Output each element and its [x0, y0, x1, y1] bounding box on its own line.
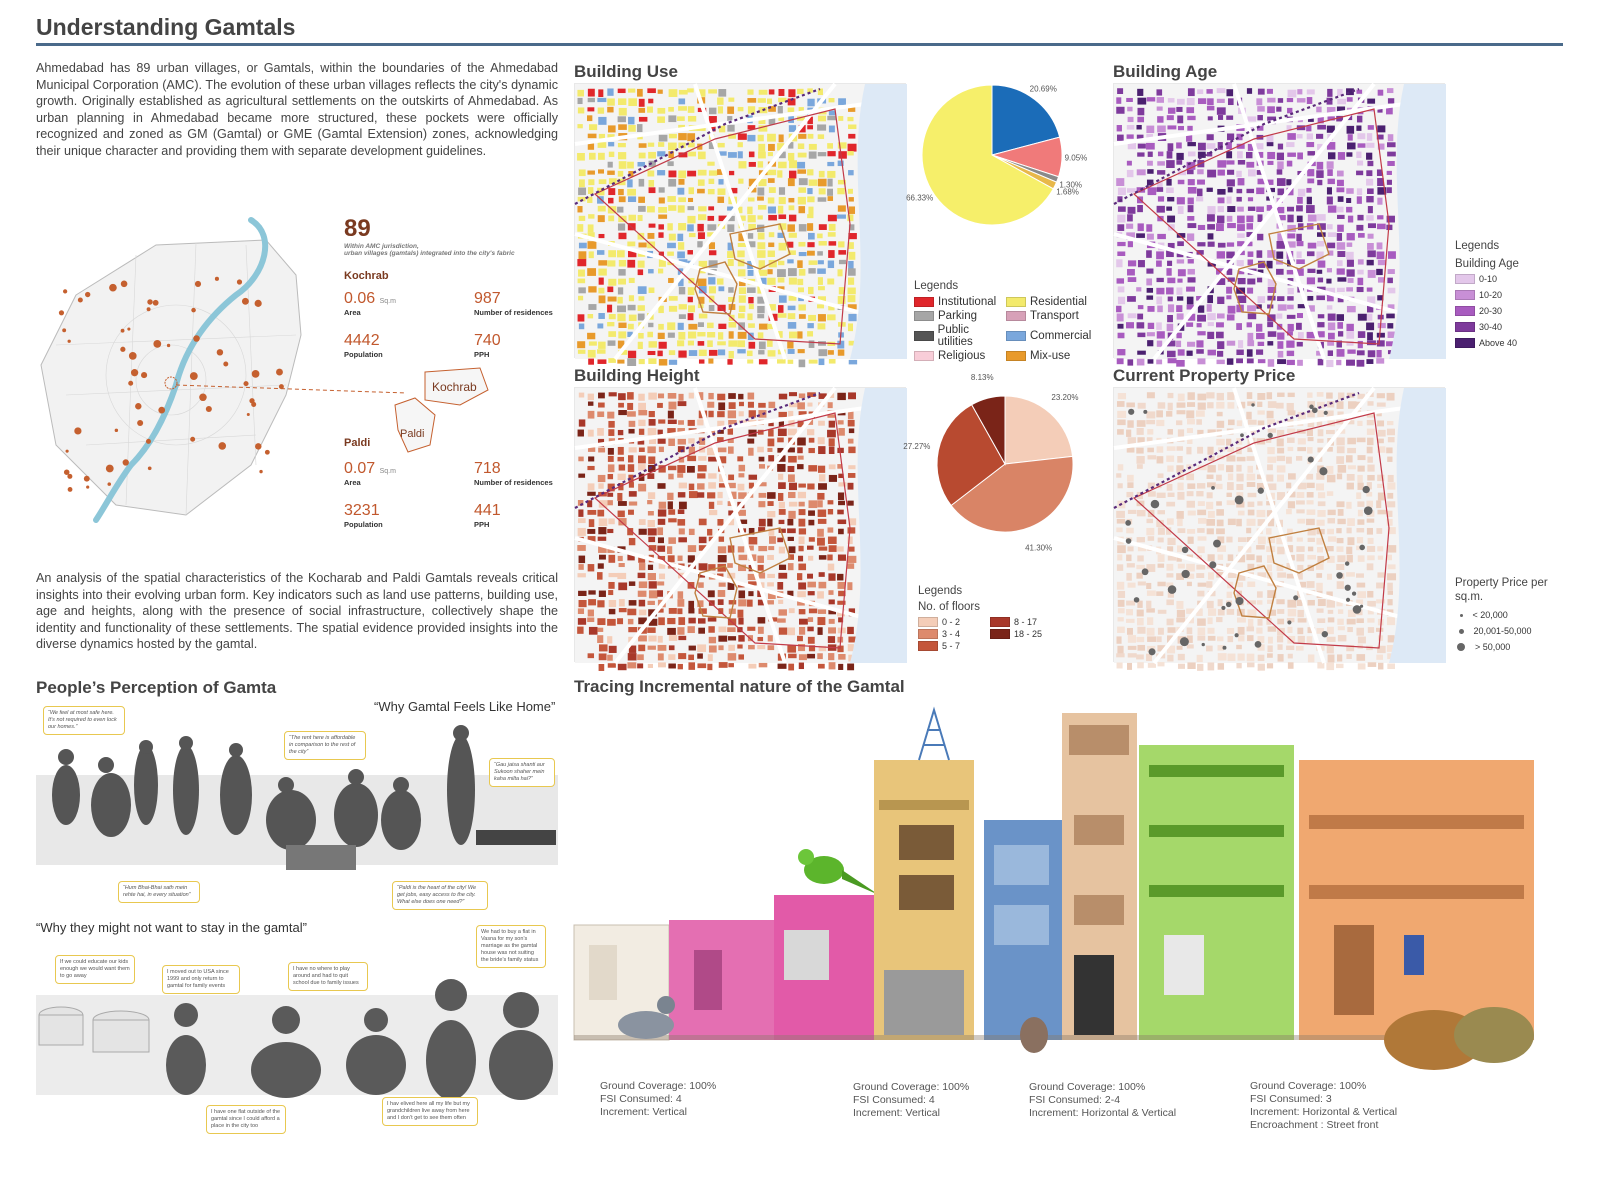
legend-label: Residential — [1030, 296, 1087, 308]
building-height-pie-svg — [903, 372, 1110, 553]
property-price-heading: Current Property Price — [1113, 366, 1296, 385]
price-dot — [1213, 540, 1221, 548]
quote-home-2: “The rent here is affordable in comparison to the rest of the city” — [284, 731, 366, 760]
building-height-legend — [918, 585, 1078, 651]
gamtal-zoom — [390, 360, 500, 460]
cat-icon — [1020, 1017, 1048, 1053]
paldi-title: Paldi — [344, 437, 371, 449]
gamtal-dot — [120, 347, 125, 352]
price-dot — [1345, 561, 1349, 565]
price-dot — [1134, 597, 1140, 603]
gamtal-dot — [128, 381, 133, 386]
legend-label: Above 40 — [1479, 338, 1518, 348]
property-price-legend — [1455, 576, 1550, 658]
price-dot — [1293, 595, 1298, 600]
price-dot — [1235, 597, 1243, 605]
price-dot — [1223, 646, 1227, 650]
price-dot — [1251, 403, 1254, 406]
gamtal-dot — [64, 469, 70, 475]
legend-label: Religious — [938, 350, 986, 362]
price-dot — [1149, 648, 1156, 655]
legend-swatch — [1455, 290, 1475, 300]
property-price-map — [1113, 387, 1445, 662]
legend-label: > 50,000 — [1475, 642, 1511, 652]
legend-item — [918, 617, 990, 627]
legend-label: 18 - 25 — [1014, 629, 1043, 639]
building-use-pie-svg — [906, 80, 1120, 240]
legend-swatch — [1460, 614, 1463, 617]
price-dot — [1128, 409, 1134, 415]
legend-item — [1455, 322, 1575, 332]
legend-item — [1006, 350, 1098, 362]
legend-item — [918, 641, 990, 651]
price-dot — [1143, 410, 1147, 414]
legend-swatch — [1006, 297, 1026, 307]
legend-swatch — [1455, 338, 1475, 348]
legend-label: 20-30 — [1479, 306, 1503, 316]
building-height-map-svg — [575, 388, 907, 663]
stats-block — [344, 215, 559, 257]
pie-label: 9.05% — [1064, 153, 1088, 163]
paldi-area: 0.07 Sq.m Area — [344, 460, 396, 487]
gamtal-dot — [148, 466, 152, 470]
legend-item — [1455, 290, 1575, 300]
legend-label: 0-10 — [1479, 274, 1498, 284]
gamtal-dot — [252, 370, 260, 378]
legend-title: Legends — [914, 280, 959, 292]
gamtal-dot — [190, 437, 195, 442]
perception-heading: People’s Perception of Gamta — [36, 678, 277, 697]
kochrab-area: 0.06 Sq.m Area — [344, 290, 396, 317]
gamtal-dot — [109, 284, 117, 292]
price-dot — [1359, 545, 1365, 551]
street-collage — [574, 705, 1534, 1070]
building-height-pie — [903, 372, 1110, 553]
gamtal-dot — [121, 281, 128, 288]
legend-label: 5 - 7 — [942, 641, 961, 651]
price-dot — [1255, 641, 1262, 648]
gamtal-dot — [243, 381, 248, 386]
price-dot — [1258, 488, 1264, 494]
gamtal-dot — [167, 344, 170, 347]
caption-1: Ground Coverage: 100% FSI Consumed: 4 Increment: Vertical — [600, 1080, 717, 1118]
gamtal-dot — [146, 439, 151, 444]
legend-swatch — [990, 629, 1010, 639]
gamtal-dot — [68, 340, 71, 343]
pie-label: 27.27% — [903, 441, 931, 451]
price-dot — [1180, 637, 1189, 646]
legend-label: Transport — [1030, 310, 1079, 322]
gamtal-dot — [85, 292, 90, 297]
gamtal-dot — [193, 335, 200, 342]
price-dot — [1352, 591, 1356, 595]
pie-label: 23.20% — [1051, 392, 1079, 402]
price-dot — [1211, 486, 1215, 490]
price-dot — [1235, 633, 1239, 637]
pie-label: 41.30% — [1025, 543, 1053, 553]
gamtal-dot — [195, 281, 201, 287]
legend-title: Legends — [1455, 240, 1500, 252]
gamtal-dot — [68, 487, 73, 492]
gamtal-dot — [255, 300, 262, 307]
legend-swatch — [914, 351, 934, 361]
legend-label: Commercial — [1030, 330, 1092, 342]
kochrab-title: Kochrab — [344, 270, 389, 282]
price-dot — [1226, 602, 1231, 607]
gamtal-dot — [141, 372, 147, 378]
gamtal-dot — [147, 299, 152, 304]
gamtal-dot — [158, 407, 165, 414]
gamtal-dot — [106, 465, 114, 473]
price-dot — [1322, 631, 1328, 637]
gamtal-dot — [218, 442, 226, 450]
analysis-paragraph: An analysis of the spatial characteristics of the Kocharab and Paldi Gamtals reveals critical insights into their evolving urban form. Key indicators such as land use patterns, building use, age and heights, along with the presence of social infrastructure, collectively shape the identity and functionality of these settlements. The spatial evidence provided insights into the diverse dynamics hosted by the gamtal. — [36, 571, 558, 652]
legend-swatch — [918, 617, 938, 627]
gamtal-dot — [66, 450, 69, 453]
gamtal-dot — [129, 352, 137, 360]
legend-label: 8 - 17 — [1014, 617, 1038, 627]
building-use-legend — [914, 280, 1104, 362]
quote-home-5: “Paldi is the heart of the city! We get jobs, easy access to the city. What else does one need?” — [392, 881, 488, 910]
gamtal-dot — [74, 427, 81, 434]
total-desc-1: Within AMC jurisdiction, — [344, 243, 419, 250]
legend-swatch — [1459, 629, 1464, 634]
total-count: 89 — [344, 215, 371, 242]
legend-item — [914, 296, 1006, 308]
building-use-heading: Building Use — [574, 62, 678, 81]
kochrab-residences: 987 Number of residences — [474, 290, 553, 317]
legend-item — [990, 629, 1070, 639]
legend-swatch — [1455, 274, 1475, 284]
legend-item — [1455, 338, 1575, 348]
legend-swatch — [914, 331, 934, 341]
incremental-heading: Tracing Incremental nature of the Gamtal — [574, 677, 905, 696]
gamtal-dot — [206, 406, 212, 412]
gamtal-dot — [127, 327, 130, 330]
price-dot — [1221, 606, 1225, 610]
price-dot — [1287, 620, 1291, 624]
legend-swatch — [1455, 306, 1475, 316]
price-dot — [1319, 467, 1327, 475]
legend-item — [918, 629, 990, 639]
legend-subtitle: Building Age — [1455, 258, 1519, 270]
pigeon-icon — [618, 1011, 674, 1039]
legend-swatch — [918, 629, 938, 639]
gamtal-dot — [237, 279, 242, 284]
legend-item — [990, 617, 1070, 627]
price-dot — [1235, 495, 1244, 504]
pie-label: 66.33% — [906, 193, 934, 203]
price-dot — [1363, 486, 1370, 493]
legend-item — [1006, 324, 1098, 348]
legend-swatch — [1006, 311, 1026, 321]
building-use-map — [574, 83, 906, 358]
paldi-pph: 441 PPH — [474, 502, 501, 529]
gamtal-dot — [115, 429, 118, 432]
street-collage-svg — [574, 705, 1534, 1070]
pie-label: 1.30% — [1059, 180, 1083, 190]
gamtal-dot — [276, 369, 283, 376]
gamtal-dot — [153, 340, 161, 348]
gamtal-dot — [123, 459, 129, 465]
legend-item — [914, 310, 1006, 322]
kochrab-pph: 740 PPH — [474, 332, 501, 359]
kochrab-population: 4442 Population — [344, 332, 383, 359]
gamtal-dot — [78, 297, 83, 302]
legend-swatch — [914, 311, 934, 321]
legend-label: Public utilities — [937, 324, 973, 348]
gamtal-dot — [251, 402, 256, 407]
gamtal-dot — [242, 298, 249, 305]
total-desc-2: urban villages (gamtals) integrated into the city's fabric — [344, 250, 515, 257]
gamtal-dot — [137, 420, 143, 426]
page-title: Understanding Gamtals — [36, 14, 296, 40]
gamtal-dot — [135, 403, 141, 409]
building-use-pie — [906, 80, 1120, 240]
price-dot — [1336, 572, 1343, 579]
quote-stay-3: I have no where to play around and had to quit school due to family issues — [288, 962, 368, 991]
price-dot — [1308, 457, 1314, 463]
price-dot — [1151, 500, 1160, 509]
gamtal-dot — [215, 277, 219, 281]
price-dot — [1353, 605, 1362, 614]
legend-item — [1455, 306, 1575, 316]
gamtal-dot — [247, 413, 250, 416]
building-height-map — [574, 387, 906, 662]
price-dot — [1345, 585, 1351, 591]
property-price-map-svg — [1114, 388, 1446, 663]
price-dot — [1209, 561, 1216, 568]
paldi-map-label: Paldi — [400, 428, 425, 440]
legend-swatch — [914, 297, 934, 307]
quote-stay-1: If we could educate our kids enough we would want them to go away — [55, 955, 135, 984]
legend-item — [914, 350, 1006, 362]
pie-label: 8.13% — [970, 372, 994, 382]
building-age-legend — [1455, 240, 1575, 354]
title-divider — [36, 43, 1563, 46]
legend-label: 0 - 2 — [942, 617, 961, 627]
legend-swatch — [1455, 322, 1475, 332]
price-dot — [1168, 585, 1177, 594]
legend-item — [914, 324, 1006, 348]
price-dot — [1202, 643, 1205, 646]
building-use-map-svg — [575, 84, 907, 359]
gamtal-dot — [107, 482, 111, 486]
legend-label: 10-20 — [1479, 290, 1503, 300]
gamtal-dot — [86, 486, 89, 489]
legend-item — [1006, 296, 1098, 308]
gamtal-dot — [223, 362, 228, 367]
legend-swatch — [918, 641, 938, 651]
price-dot — [1309, 405, 1313, 409]
kochrab-map-label: Kochrab — [432, 380, 477, 394]
legend-swatch — [990, 617, 1010, 627]
gamtal-dot — [84, 476, 90, 482]
legend-item — [1455, 626, 1550, 636]
price-dot — [1324, 411, 1328, 415]
pie-label: 20.69% — [1029, 84, 1057, 94]
legend-item — [1006, 310, 1098, 322]
price-dot — [1364, 506, 1373, 515]
gamtal-dot — [259, 470, 262, 473]
legend-label: 20,001-50,000 — [1473, 626, 1532, 636]
legend-title: Legends — [918, 585, 963, 597]
gamtal-dot — [59, 310, 64, 315]
gamtal-dot — [190, 372, 198, 380]
price-dot — [1126, 538, 1132, 544]
price-dot — [1182, 547, 1189, 554]
quote-stay-5: I have one flat outside of the gamtal since I could afford a place in the city too — [206, 1105, 286, 1134]
caption-3: Ground Coverage: 100% FSI Consumed: 2-4 Increment: Horizontal & Vertical — [1029, 1081, 1177, 1119]
quote-stay-4: We had to buy a flat in Vasna for my son’s marriage as the gamtal house was not suiting the bride’s family status — [476, 925, 546, 968]
gamtal-dot — [147, 307, 151, 311]
price-dot — [1346, 598, 1350, 602]
paldi-residences: 718 Number of residences — [474, 460, 553, 487]
legend-title: Property Price per sq.m. — [1455, 577, 1548, 603]
legend-swatch — [1006, 351, 1026, 361]
intro-paragraph: Ahmedabad has 89 urban villages, or Gamtals, within the boundaries of the Ahmedabad Municipal Corporation (AMC). The evolution of these urban villages reflects the city's dynamic growth. Originally established as agricultural settlements on the outskirts of Ahmedabad. As urban planning in Ahmedabad became more structured, these pockets were officially recognized and zoned as GM (Gamtal) or GME (Gamtal Extension) zones, acknowledging their unique character and providing them with separate development guidelines. — [36, 61, 558, 158]
building-age-map — [1113, 83, 1445, 358]
gamtal-dot — [153, 300, 159, 306]
building-age-heading: Building Age — [1113, 62, 1218, 81]
quote-stay-6: I hav elived here all my life but my grandchildren live away from here and I don’t get to see them often — [382, 1097, 478, 1126]
price-dot — [1142, 568, 1149, 575]
home-subtitle: “Why Gamtal Feels Like Home” — [374, 699, 556, 714]
gamtal-dot — [191, 308, 196, 313]
price-dot — [1181, 570, 1189, 578]
pie-slice — [1005, 396, 1073, 464]
building-age-map-svg — [1114, 84, 1446, 359]
gamtal-dot — [265, 450, 270, 455]
paldi-population: 3231 Population — [344, 502, 383, 529]
legend-swatch — [1006, 331, 1026, 341]
legend-label: Institutional — [938, 296, 997, 308]
price-dot — [1268, 433, 1273, 438]
caption-2: Ground Coverage: 100% FSI Consumed: 4 Increment: Vertical — [853, 1081, 970, 1119]
legend-label: 30-40 — [1479, 322, 1503, 332]
legend-item — [1455, 610, 1550, 620]
quote-home-4: “Hum Bhai-Bhai sath mein rehte hai, in every situation” — [118, 881, 200, 903]
pie-label: 1.68% — [1056, 187, 1079, 197]
legend-label: 3 - 4 — [942, 629, 961, 639]
people-photo-stay — [36, 975, 558, 1100]
gamtal-dot — [63, 289, 67, 293]
gamtal-dot — [217, 349, 223, 355]
gamtal-dot — [62, 328, 66, 332]
quote-home-3: “Gau jaisa shanti aur Sukoon shaher mein kaha milta hai?” — [489, 758, 555, 787]
gamtal-dot — [131, 369, 138, 376]
price-dot — [1360, 605, 1363, 608]
quote-home-1: “We feel at most safe here. It’s not required to even lock our homes.” — [43, 706, 125, 735]
legend-swatch — [1457, 643, 1465, 651]
legend-label: Parking — [938, 310, 977, 322]
gamtal-dot — [255, 443, 261, 449]
gamtal-dot — [121, 329, 125, 333]
price-dot — [1240, 433, 1244, 437]
legend-item — [1455, 642, 1550, 652]
legend-label: Mix-use — [1030, 350, 1071, 362]
caption-4: Ground Coverage: 100% FSI Consumed: 3 Increment: Horizontal & Vertical Encroachment : Street front — [1250, 1080, 1398, 1131]
legend-label: < 20,000 — [1472, 610, 1508, 620]
stay-subtitle: “Why they might not want to stay in the gamtal” — [36, 920, 307, 935]
legend-subtitle: No. of floors — [918, 601, 980, 613]
legend-item — [1455, 274, 1575, 284]
people-silhouettes-stay — [36, 975, 558, 1100]
tower-icon — [919, 710, 949, 760]
price-dot — [1125, 520, 1131, 526]
quote-stay-2: I moved out to USA since 1999 and only return to gamtal for family events — [162, 965, 240, 994]
gamtal-dot — [199, 394, 207, 402]
building-height-heading: Building Height — [574, 366, 700, 385]
